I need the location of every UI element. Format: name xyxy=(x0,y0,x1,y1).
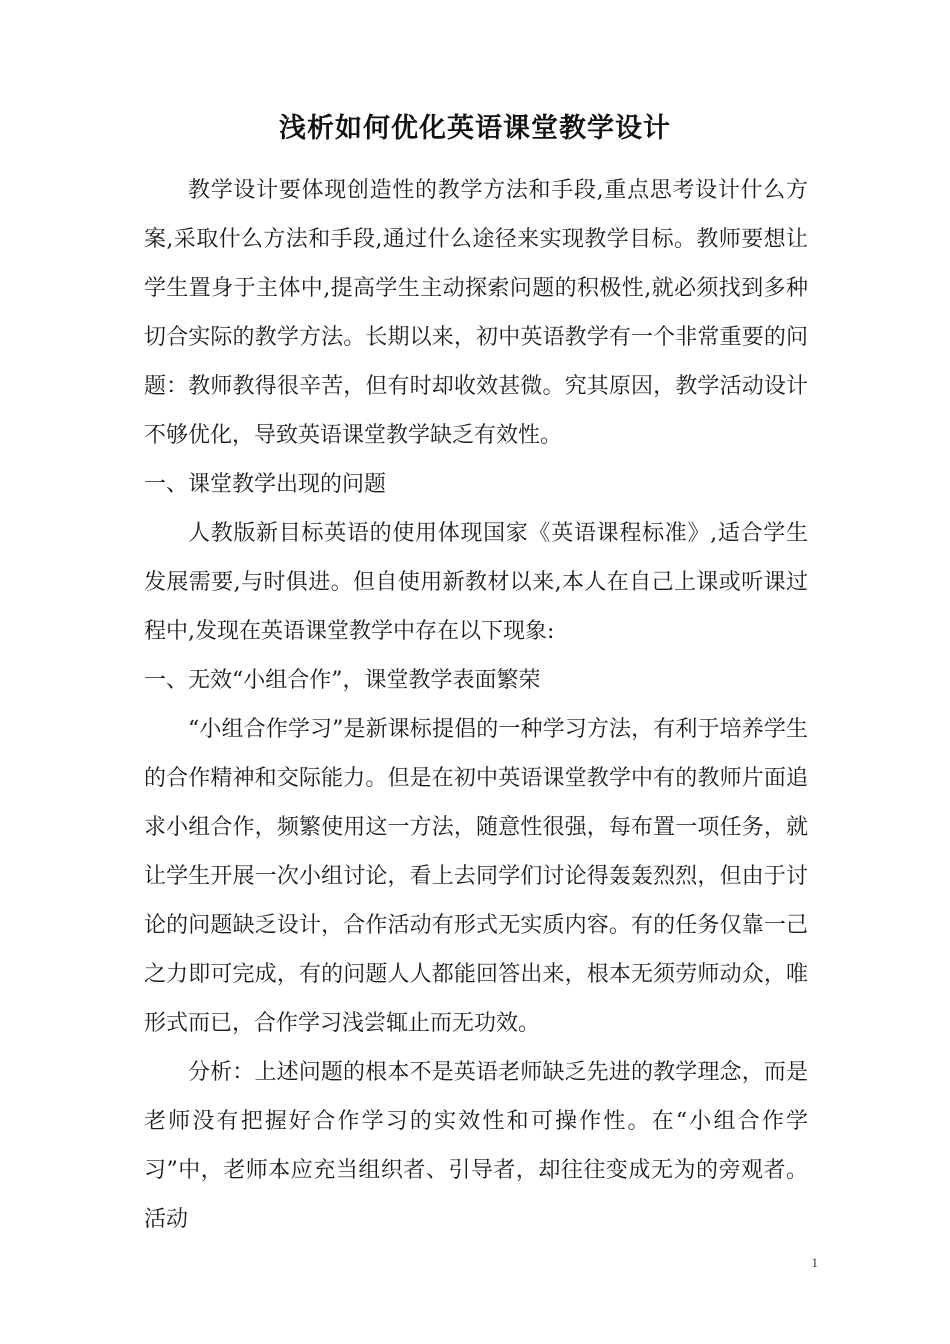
paragraph-new-textbook: 人教版新目标英语的使用体现国家《英语课程标准》,适合学生发展需要,与时俱进。但自使用新教材以来,本人在自己上课或听课过程中,发现在英语课堂教学中存在以下现象: xyxy=(144,521,808,644)
document-body xyxy=(144,166,808,1244)
paragraph-group-learning: “小组合作学习”是新课标提倡的一种学习方法，有利于培养学生的合作精神和交际能力。但是在初中英语课堂教学中有的教师片面追求小组合作，频繁使用这一方法，随意性很强，每布置一项任务，就让学生开展一次小组讨论，看上去同学们讨论得轰轰烈烈，但由于讨论的问题缺乏设计，合作活动有形式无实质内容。有的任务仅靠一己之力即可完成，有的问题人人都能回答出来，根本无须劳师动众，唯形式而已，合作学习浅尝辄止而无功效。 xyxy=(144,717,808,1036)
document-title: 浅析如何优化英语课堂教学设计 xyxy=(279,113,671,144)
section-heading-group-cooperation: 一、无效“小组合作”，课堂教学表面繁荣 xyxy=(144,668,541,693)
paragraph-intro: 教学设计要体现创造性的教学方法和手段,重点思考设计什么方案,采取什么方法和手段,通过什么途径来实现教学目标。教师要想让学生置身于主体中,提高学生主动探索问题的积极性,就必须找到多种切合实际的教学方法。长期以来，初中英语教学有一个非常重要的问题：教师教得很辛苦，但有时却收效甚微。究其原因，教学活动设计不够优化，导致英语课堂教学缺乏有效性。 xyxy=(144,178,808,448)
paragraph-analysis: 分析：上述问题的根本不是英语老师缺乏先进的教学理念，而是老师没有把握好合作学习的实效性和可操作性。在“小组合作学习”中，老师本应充当组织者、引导者，却往往变成无为的旁观者。活动 xyxy=(144,1060,808,1232)
page-number: 1 xyxy=(811,1255,818,1270)
section-heading-problems: 一、课堂教学出现的问题 xyxy=(144,472,387,497)
